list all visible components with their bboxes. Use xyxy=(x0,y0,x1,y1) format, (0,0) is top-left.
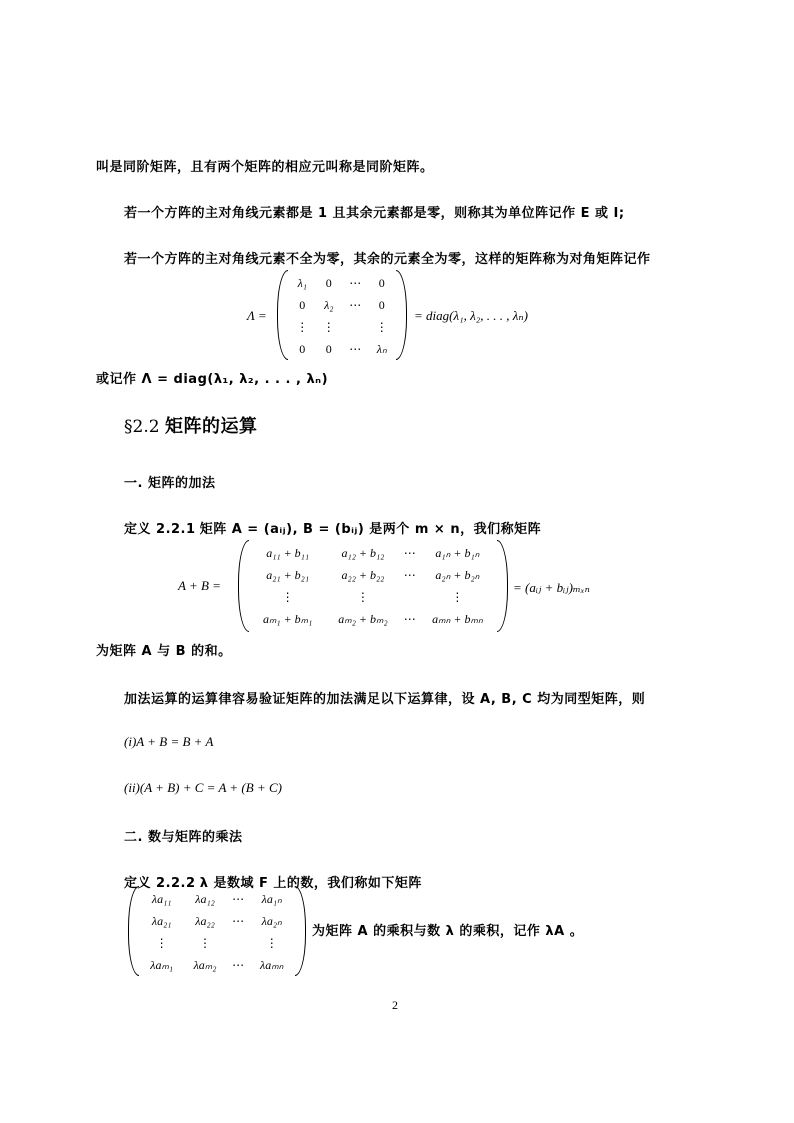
matrix-row xyxy=(250,608,496,630)
lambda-lhs: Λ = xyxy=(247,308,267,323)
matrix-row xyxy=(140,888,294,910)
matrix-cell: ⋯ xyxy=(403,611,416,626)
identity-matrix-definition: 若一个方阵的主对角线元素都是 1 且其余元素都是零，则称其为单位阵记作 E 或 I; xyxy=(124,206,625,221)
matrix-cell: ⋮ xyxy=(356,589,369,604)
matrix-cell xyxy=(227,932,250,954)
matrix-cell: λa₁₂ xyxy=(195,891,215,906)
matrix-cell: a₁₂ + b₁₂ xyxy=(341,545,385,560)
matrix-row xyxy=(289,294,395,316)
matrix-cell: ⋯ xyxy=(232,891,245,906)
law-associative: (ii)(A + B) + C = A + (B + C) xyxy=(124,780,282,795)
matrix-cell: ⋮ xyxy=(375,319,388,334)
matrix-row xyxy=(289,316,395,338)
matrix-cell: λa₂₁ xyxy=(151,913,172,928)
matrix-cell: ⋮ xyxy=(199,935,212,950)
matrix-cell: 0 xyxy=(325,341,332,356)
matrix-cell: ⋮ xyxy=(322,319,335,334)
definition-2-2-1 xyxy=(124,518,541,537)
matrix-cell: ⋮ xyxy=(265,935,278,950)
matrix-cell: a₁₁ + b₁₁ xyxy=(266,545,310,560)
subsection-scalar-multiplication: 二. 数与矩阵的乘法 xyxy=(124,830,243,845)
matrix-cell: λa₁ₙ xyxy=(261,891,282,906)
section-number: §2.2 xyxy=(124,417,160,437)
definition-text: λ 是数域 F 上的数，我们称如下矩阵 xyxy=(199,876,422,891)
sum-description: 为矩阵 A 与 B 的和。 xyxy=(96,644,232,659)
section-title xyxy=(124,412,257,438)
subsection-addition: 一. 矩阵的加法 xyxy=(124,476,216,491)
definition-text: 矩阵 A = (aᵢⱼ), B = (bᵢⱼ) 是两个 m × n，我们称矩阵 xyxy=(199,522,542,537)
sum-matrix xyxy=(238,540,508,632)
matrix-cell: ⋮ xyxy=(296,319,309,334)
matrix-cell: a₂₂ + b₂₂ xyxy=(341,567,385,582)
matrix-cell: ⋮ xyxy=(451,589,464,604)
diagonal-notation xyxy=(96,368,328,387)
matrix-row xyxy=(250,586,496,608)
matrix-cell: ⋯ xyxy=(403,545,416,560)
sum-lhs: A + B = xyxy=(178,578,221,593)
matrix-cell: 0 xyxy=(378,275,385,290)
sum-rhs: = (aᵢⱼ + bᵢⱼ)ₘₓₙ xyxy=(513,580,590,595)
matrix-cell: λaₘₙ xyxy=(260,957,284,972)
matrix-cell: aₘₙ + bₘₙ xyxy=(432,611,483,626)
matrix-row xyxy=(250,542,496,564)
matrix-cell: a₁ₙ + b₁ₙ xyxy=(435,545,480,560)
matrix-row xyxy=(140,932,294,954)
matrix-row xyxy=(140,910,294,932)
matrix-cell: ⋯ xyxy=(232,913,245,928)
matrix-cell: λaₘ₁ xyxy=(150,957,174,972)
matrix-cell: a₂ₙ + b₂ₙ xyxy=(435,567,480,582)
matrix-row xyxy=(140,954,294,976)
matrix-cell: 0 xyxy=(299,341,306,356)
matrix-cell: ⋯ xyxy=(403,567,416,582)
matrix-cell: ⋯ xyxy=(349,297,362,312)
matrix-cell xyxy=(342,316,369,338)
matrix-cell: λₙ xyxy=(376,341,387,356)
matrix-cell: 0 xyxy=(299,297,306,312)
diagonal-notation-text: 或记作 Λ = diag(λ₁, λ₂, . . . , λₙ) xyxy=(96,372,329,387)
law-commutative: (i)A + B = B + A xyxy=(124,734,214,749)
diagonal-matrix xyxy=(277,270,407,360)
scalar-matrix xyxy=(128,886,306,976)
paragraph-line: 叫是同阶矩阵，且有两个矩阵的相应元叫称是同阶矩阵。 xyxy=(96,160,434,175)
matrix-cell: λ₁ xyxy=(297,275,307,290)
matrix-cell: λa₁₁ xyxy=(151,891,172,906)
matrix-cell: λaₘ₂ xyxy=(193,957,217,972)
scalar-product-description: 为矩阵 A 的乘积与数 λ 的乘积，记作 λA 。 xyxy=(312,924,584,939)
lambda-rhs: = diag(λ₁, λ₂, . . . , λₙ) xyxy=(414,308,528,323)
matrix-cell: ⋮ xyxy=(281,589,294,604)
matrix-cell: λa₂ₙ xyxy=(261,913,282,928)
definition-label: 定义 2.2.1 xyxy=(124,522,196,537)
matrix-row xyxy=(289,272,395,294)
matrix-cell: a₂₁ + b₂₁ xyxy=(266,567,310,582)
section-name: 矩阵的运算 xyxy=(164,416,258,437)
matrix-cell: ⋯ xyxy=(232,957,245,972)
page-number: 2 xyxy=(392,998,398,1012)
matrix-cell: aₘ₁ + bₘ₁ xyxy=(262,611,313,626)
diagonal-matrix-definition: 若一个方阵的主对角线元素不全为零，其余的元素全为零，这样的矩阵称为对角矩阵记作 xyxy=(124,252,651,267)
addition-laws-intro: 加法运算的运算律容易验证矩阵的加法满足以下运算律，设 A, B, C 均为同型矩阵，则 xyxy=(124,692,646,707)
matrix-cell: 0 xyxy=(378,297,385,312)
matrix-cell: ⋯ xyxy=(349,275,362,290)
matrix-cell: 0 xyxy=(325,275,332,290)
matrix-cell: ⋮ xyxy=(155,935,168,950)
matrix-row xyxy=(250,564,496,586)
matrix-cell: ⋯ xyxy=(349,341,362,356)
matrix-cell xyxy=(401,586,419,608)
matrix-cell: λa₂₂ xyxy=(195,913,215,928)
definition-label: 定义 2.2.2 xyxy=(124,876,196,891)
matrix-cell: λ₂ xyxy=(324,297,334,312)
matrix-cell: aₘ₂ + bₘ₂ xyxy=(338,611,388,626)
matrix-row xyxy=(289,338,395,360)
